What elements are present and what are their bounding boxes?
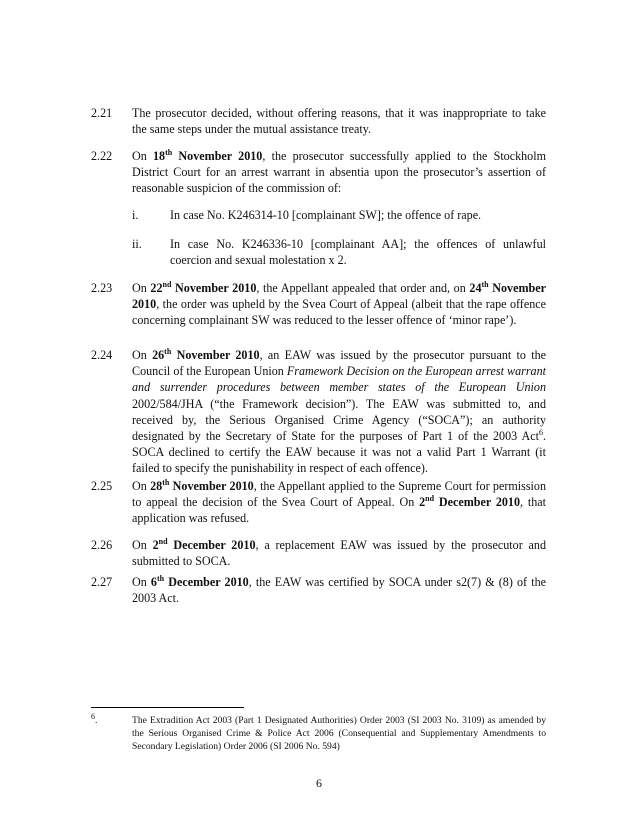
footnote-number: $^6$. [91, 711, 98, 726]
paragraph-number: 2.21 [91, 106, 113, 120]
paragraph-2-21 [91, 105, 546, 137]
sub-item-i [132, 207, 546, 223]
paragraph-number: 2.24 [91, 348, 113, 362]
paragraph-text: On 22nd November 2010, the Appellant appealed that order and, on 24th November 2010, the order was upheld by the Svea Court of Appeal (albeit that the rape offence concerning complainant SW was reduced to the lesser offence of ‘minor rape’). [132, 279, 546, 328]
paragraph-2-23 [91, 280, 546, 329]
paragraph-number: 2.27 [91, 575, 113, 589]
paragraph-number: 2.25 [91, 479, 113, 493]
paragraph-number: 2.22 [91, 149, 113, 163]
paragraph-text: On 6th December 2010, the EAW was certified by SOCA under s2(7) & (8) of the 2003 Act. [132, 573, 546, 606]
paragraph-2-25 [91, 478, 546, 527]
footnote-text: The Extradition Act 2003 (Part 1 Designated Authorities) Order 2003 (SI 2003 No. 3109) as amended by the Serious Organised Crime & Police Act 2006 (Consequential and Supplementary Amendments to Secondary Legislation) Order 2006 (SI 2006 No. 594) [132, 715, 546, 752]
paragraph-2-26 [91, 537, 546, 569]
paragraph-text: On 28th November 2010, the Appellant applied to the Supreme Court for permission to appeal the decision of the Svea Court of Appeal. On 2nd December 2010, that application was refused. [132, 477, 547, 526]
paragraph-number: 2.26 [91, 538, 113, 552]
paragraph-text: The prosecutor decided, without offering reasons, that it was inappropriate to take the same steps under the mutual assistance treaty. [132, 106, 546, 137]
sub-item-numeral: i. [132, 208, 139, 222]
sub-item-text: In case No. K246314-10 [complainant SW]; the offence of rape. [170, 208, 482, 222]
footnote-separator [91, 707, 244, 708]
footnote-reference: 6 [538, 427, 543, 437]
page-number: 6 [316, 776, 322, 790]
sub-item-text: In case No. K246336-10 [complainant AA]; the offences of unlawful coercion and sexual molestation x 2. [170, 237, 546, 268]
paragraph-text: On 26th November 2010, an EAW was issued by the prosecutor pursuant to the Council of the European Union Framework Decision on the European arrest warrant and surrender procedures between member states of the European Union 2002/584/JHA (“the Framework decision”). The EAW was submitted to, and received by, the Serious Organised Crime Agency (“SOCA”); an authority designated by the Secretary of State for the purposes of Part 1 of the 2003 Act$^6$. SOCA declined to certify the EAW because it was not a valid Part 1 Warrant (it failed to specify the punishability in respect of each offence). [132, 346, 547, 476]
sub-item-numeral: ii. [132, 237, 142, 251]
paragraph-2-22 [91, 148, 546, 197]
paragraph-text: On 18th November 2010, the prosecutor successfully applied to the Stockholm District Court for an arrest warrant in absentia upon the prosecutor’s assertion of reasonable suspicion of the commission of: [132, 147, 546, 196]
paragraph-2-24 [91, 347, 546, 477]
paragraph-text: On 2nd December 2010, a replacement EAW was issued by the prosecutor and submitted to SOCA. [132, 536, 546, 569]
footnote [91, 711, 546, 753]
sub-item-ii [132, 236, 546, 268]
paragraph-2-27 [91, 574, 546, 606]
paragraph-number: 2.23 [91, 281, 113, 295]
